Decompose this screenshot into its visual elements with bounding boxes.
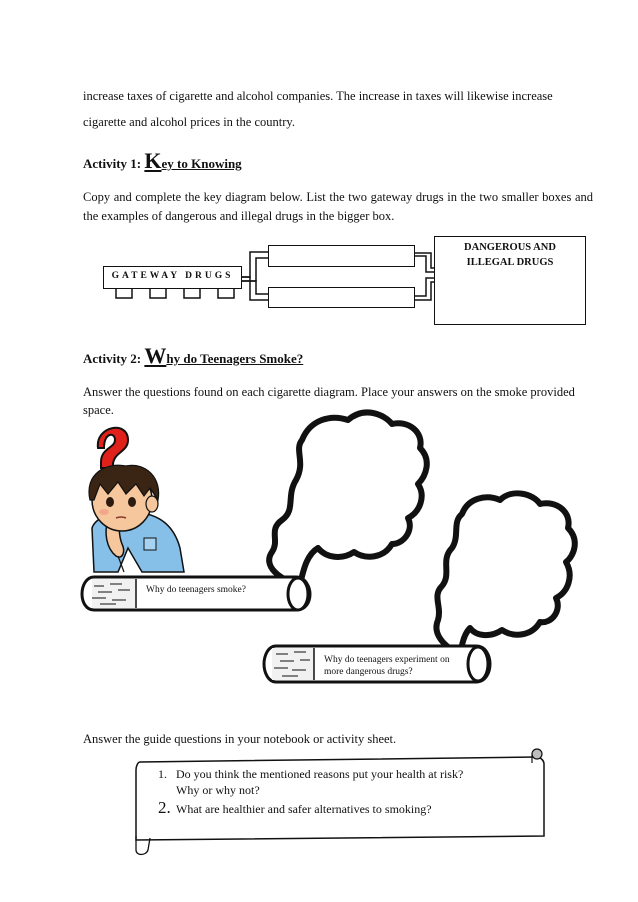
cigarette-2-question-line-2: more dangerous drugs? (324, 667, 413, 677)
activity1-big-letter: K (144, 148, 162, 173)
guide-question-1 (158, 766, 538, 798)
guide-question-2-number: 2. (158, 798, 171, 817)
dangerous-drugs-label-2: ILLEGAL DRUGS (466, 257, 554, 268)
guide-question-2-text: What are healthier and safer alternatives to smoking? (176, 802, 432, 816)
activity1-instructions: Copy and complete the key diagram below. List the two gateway drugs in the two smaller boxes and the examples of dangerous and illegal drugs in the bigger box. (83, 190, 593, 223)
scroll-curl-icon (532, 749, 542, 759)
activity2-title-rest: hy do Teenagers Smoke? (166, 351, 304, 366)
dangerous-drugs-label-1: DANGEROUS AND (464, 242, 556, 253)
guide-question-2 (158, 800, 538, 817)
intro-line-2: cigarette and alcohol prices in the country. (83, 115, 295, 129)
activity2-prefix: Activity 2: (83, 351, 142, 366)
activity2-big-letter: W (144, 343, 167, 368)
guide-question-1-line-1: Do you think the mentioned reasons put your health at risk? (176, 767, 464, 781)
activity1-title-rest: ey to Knowing (161, 156, 242, 171)
activity1-prefix: Activity 1: (83, 156, 142, 171)
cigarette-2-question-line-1: Why do teenagers experiment on (324, 655, 450, 665)
guide-question-1-number: 1. (158, 767, 167, 781)
intro-line-1: increase taxes of cigarette and alcohol companies. The increase in taxes will likewise increase (83, 89, 553, 103)
cigarette-1-question: Why do teenagers smoke? (146, 585, 246, 595)
gateway-drugs-label: GATEWAY DRUGS (111, 271, 234, 281)
guide-instruction: Answer the guide questions in your notebook or activity sheet. (83, 732, 397, 746)
guide-questions (158, 766, 538, 817)
activity2-instructions: Answer the questions found on each cigarette diagram. Place your answers on the smoke provided space. (83, 385, 575, 417)
guide-question-1-line-2: Why or why not? (176, 783, 260, 797)
